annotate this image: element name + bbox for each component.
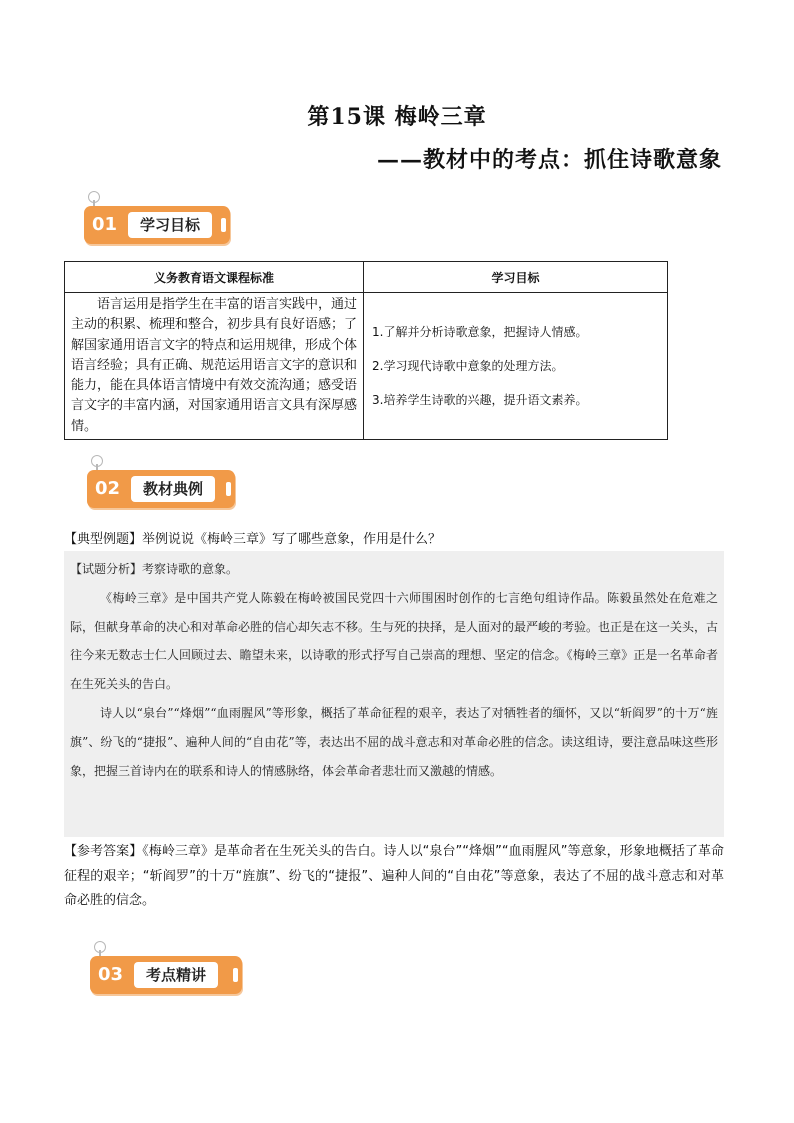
- goal-item: 3.培养学生诗歌的兴趣，提升语文素养。: [372, 392, 588, 407]
- analysis-tag: 【试题分析】: [70, 562, 143, 576]
- table-header-goals: 学习目标: [364, 262, 668, 293]
- badge-tail: [221, 218, 226, 232]
- section-badge-03: [90, 956, 242, 994]
- table-header-row: [65, 262, 668, 293]
- section-number: 02: [95, 478, 121, 499]
- section-label: 教材典例: [131, 476, 215, 502]
- section-number: 01: [92, 214, 118, 235]
- answer-text: 《梅岭三章》是革命者在生死关头的告白。诗人以“泉台”“烽烟”“血雨腥风”等意象，形象地概括了革命征程的艰辛；“斩阎罗”的十万“旌旗”、纷飞的“捷报”、遍种人间的“自由花”等意象，表达了不屈的战斗意志和对革命必胜的信念。: [64, 844, 724, 908]
- section-label: 学习目标: [128, 212, 212, 238]
- analysis-head: [64, 551, 724, 584]
- reference-answer: [64, 840, 724, 914]
- question-text: 举例说说《梅岭三章》写了哪些意象，作用是什么？: [142, 532, 442, 547]
- curriculum-standard-text: 语言运用是指学生在丰富的语言实践中，通过主动的积累、梳理和整合，初步具有良好语感；了解国家通用语言文字的特点和运用规律，形成个体语言经验；具有正确、规范运用语言文字的意识和能力，能在具体语言情境中有效交流沟通；感受语言文字的丰富内涵，对国家通用语言文具有深厚感情。: [65, 293, 364, 440]
- table-row: [65, 293, 668, 440]
- table-header-standard: 义务教育语文课程标准: [65, 262, 364, 293]
- goals-list: [364, 293, 668, 440]
- section-badge-01: [84, 206, 230, 244]
- analysis-head-text: 考察诗歌的意象。: [142, 562, 239, 576]
- badge-body: [84, 206, 230, 244]
- badge-body: [87, 470, 235, 508]
- badge-body: [90, 956, 242, 994]
- learning-goals-table: [64, 261, 668, 440]
- badge-tail: [233, 968, 238, 982]
- question-tag: 【典型例题】: [64, 532, 143, 547]
- section-label: 考点精讲: [134, 962, 218, 988]
- lesson-subtitle: ——教材中的考点：抓住诗歌意象: [376, 147, 722, 173]
- goal-item: 2.学习现代诗歌中意象的处理方法。: [372, 358, 564, 373]
- section-badge-02: [87, 470, 235, 508]
- badge-tail: [226, 482, 231, 496]
- analysis-paragraph: 诗人以“泉台”“烽烟”“血雨腥风”等形象，概括了革命征程的艰辛，表达了对牺牲者的缅怀，又以“斩阎罗”的十万“旌旗”、纷飞的“捷报”、遍种人间的“自由花”等，表达出不屈的战斗意志和对革命必胜的信念。读这组诗，要注意品味这些形象，把握三首诗内在的联系和诗人的情感脉络，体会革命者悲壮而又激越的情感。: [70, 705, 718, 778]
- section-number: 03: [98, 964, 124, 985]
- answer-tag: 【参考答案】: [64, 844, 143, 859]
- analysis-box: [64, 551, 724, 837]
- goal-item: 1.了解并分析诗歌意象，把握诗人情感。: [372, 324, 588, 339]
- example-question: [64, 530, 734, 550]
- analysis-paragraph: 《梅岭三章》是中国共产党人陈毅在梅岭被国民党四十六师围困时创作的七言绝句组诗作品。陈毅虽然处在危难之际，但献身革命的决心和对革命必胜的信心却矢志不移。生与死的抉择，是人面对的最严峻的考验。也正是在这一关头，古往今来无数志士仁人回顾过去、瞻望未来，以诗歌的形式抒写自己崇高的理想、坚定的信念。《梅岭三章》正是一名革命者在生死关头的告白。: [70, 590, 719, 692]
- lesson-title: 第15课 梅岭三章: [307, 104, 487, 130]
